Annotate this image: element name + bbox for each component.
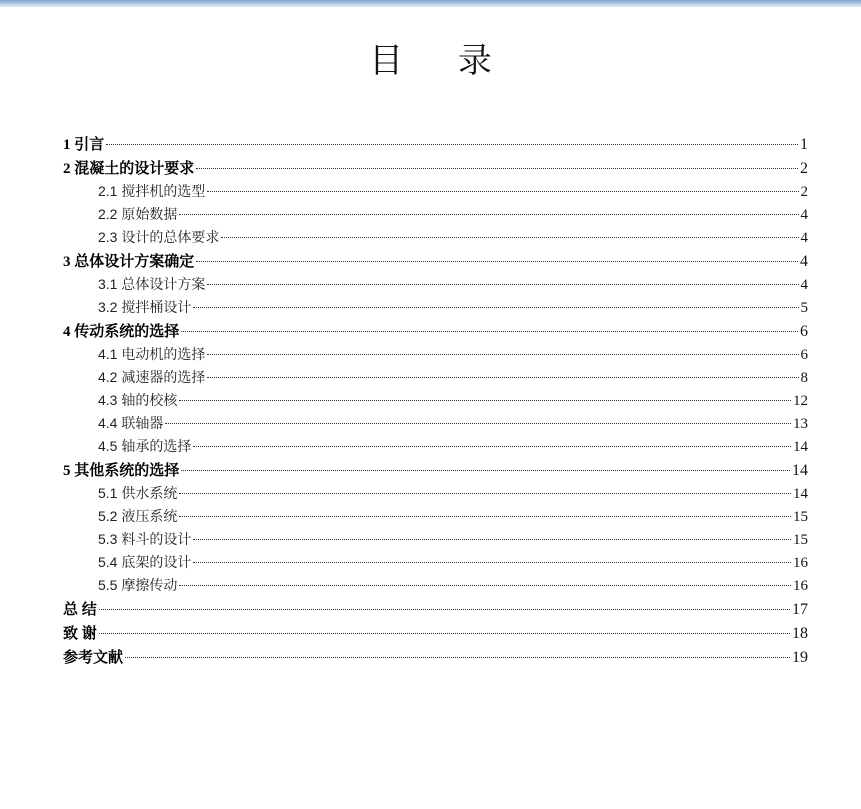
toc-page-number: 14 xyxy=(792,462,808,479)
toc-dot-leader xyxy=(181,470,790,471)
toc-entry-label: 4 传动系统的选择 xyxy=(63,324,180,340)
toc-entry-label: 2 混凝土的设计要求 xyxy=(63,161,195,177)
toc-entry-chapter[interactable] xyxy=(63,250,808,274)
toc-entry-section[interactable] xyxy=(63,390,808,413)
toc-entry-label: 5.1 供水系统 xyxy=(98,485,178,501)
toc-page-number: 2 xyxy=(800,184,808,200)
toc-entry-label: 3.1 总体设计方案 xyxy=(98,276,206,292)
toc-entry-chapter[interactable] xyxy=(63,133,808,157)
toc-dot-leader xyxy=(179,585,791,586)
toc-entry-chapter[interactable] xyxy=(63,157,808,181)
toc-page-number: 15 xyxy=(793,509,808,525)
toc-page-number: 14 xyxy=(793,439,808,455)
toc-dot-leader xyxy=(99,633,790,634)
toc-page-number: 8 xyxy=(800,370,808,386)
toc-entry-chapter[interactable] xyxy=(63,459,808,483)
toc-page-number: 6 xyxy=(800,347,808,363)
toc-dot-leader xyxy=(207,191,798,192)
toc-entry-label: 4.3 轴的校核 xyxy=(98,392,178,408)
window-top-bar xyxy=(0,0,861,7)
toc-entry-label: 2.3 设计的总体要求 xyxy=(98,229,220,245)
toc-dot-leader xyxy=(196,168,798,169)
toc-page-number: 19 xyxy=(792,649,808,666)
toc-entry-label: 致 谢 xyxy=(63,626,97,642)
toc-dot-leader xyxy=(193,539,791,540)
toc-dot-leader xyxy=(193,562,791,563)
toc-page-number: 17 xyxy=(792,601,808,618)
toc-page-number: 2 xyxy=(800,160,808,177)
toc-dot-leader xyxy=(193,446,791,447)
toc-page-number: 16 xyxy=(793,578,808,594)
toc-page-number: 18 xyxy=(792,625,808,642)
toc-page-number: 4 xyxy=(800,277,808,293)
toc-dot-leader xyxy=(181,331,798,332)
toc-entry-chapter[interactable] xyxy=(63,320,808,344)
toc-entry-label: 4.4 联轴器 xyxy=(98,415,164,431)
toc-entry-section[interactable] xyxy=(63,181,808,204)
toc-entry-section[interactable] xyxy=(63,552,808,575)
toc-entry-section[interactable] xyxy=(63,483,808,506)
toc-dot-leader xyxy=(207,354,798,355)
table-of-contents xyxy=(63,133,808,670)
toc-dot-leader xyxy=(179,493,791,494)
toc-entry-label: 1 引言 xyxy=(63,137,105,153)
toc-page-number: 5 xyxy=(800,300,808,316)
toc-entry-section[interactable] xyxy=(63,344,808,367)
toc-entry-label: 3.2 搅拌桶设计 xyxy=(98,299,192,315)
toc-dot-leader xyxy=(221,237,798,238)
toc-entry-label: 3 总体设计方案确定 xyxy=(63,254,195,270)
toc-entry-section[interactable] xyxy=(63,506,808,529)
toc-dot-leader xyxy=(99,609,790,610)
toc-dot-leader xyxy=(207,284,798,285)
document-page xyxy=(0,7,861,809)
toc-dot-leader xyxy=(179,400,791,401)
toc-entry-label: 4.1 电动机的选择 xyxy=(98,346,206,362)
toc-entry-section[interactable] xyxy=(63,297,808,320)
toc-dot-leader xyxy=(196,261,798,262)
toc-entry-label: 5.3 料斗的设计 xyxy=(98,531,192,547)
toc-page-number: 4 xyxy=(800,207,808,223)
toc-entry-section[interactable] xyxy=(63,529,808,552)
toc-entry-label: 参考文献 xyxy=(63,650,124,666)
toc-entry-label: 5 其他系统的选择 xyxy=(63,463,180,479)
toc-entry-section[interactable] xyxy=(63,367,808,390)
toc-dot-leader xyxy=(179,516,791,517)
toc-entry-label: 2.2 原始数据 xyxy=(98,206,178,222)
toc-page-number: 6 xyxy=(800,323,808,340)
toc-dot-leader xyxy=(207,377,798,378)
toc-dot-leader xyxy=(125,657,790,658)
toc-entry-chapter[interactable] xyxy=(63,622,808,646)
toc-entry-section[interactable] xyxy=(63,436,808,459)
toc-page-number: 4 xyxy=(800,253,808,270)
toc-dot-leader xyxy=(106,144,798,145)
toc-entry-label: 总 结 xyxy=(63,602,97,618)
toc-entry-section[interactable] xyxy=(63,413,808,436)
toc-entry-label: 2.1 搅拌机的选型 xyxy=(98,183,206,199)
toc-dot-leader xyxy=(179,214,798,215)
toc-entry-section[interactable] xyxy=(63,575,808,598)
toc-entry-section[interactable] xyxy=(63,274,808,297)
toc-entry-label: 5.5 摩擦传动 xyxy=(98,577,178,593)
toc-page-number: 14 xyxy=(793,486,808,502)
toc-page-number: 4 xyxy=(800,230,808,246)
toc-page-number: 16 xyxy=(793,555,808,571)
toc-page-number: 15 xyxy=(793,532,808,548)
page-title: 目 录 xyxy=(369,41,514,81)
toc-entry-label: 4.5 轴承的选择 xyxy=(98,438,192,454)
toc-entry-chapter[interactable] xyxy=(63,646,808,670)
toc-entry-label: 4.2 减速器的选择 xyxy=(98,369,206,385)
toc-entry-chapter[interactable] xyxy=(63,598,808,622)
toc-entry-section[interactable] xyxy=(63,227,808,250)
toc-dot-leader xyxy=(165,423,791,424)
toc-page-number: 12 xyxy=(793,393,808,409)
toc-dot-leader xyxy=(193,307,798,308)
toc-page-number: 1 xyxy=(800,136,808,153)
toc-entry-label: 5.4 底架的设计 xyxy=(98,554,192,570)
toc-entry-section[interactable] xyxy=(63,204,808,227)
toc-entry-label: 5.2 液压系统 xyxy=(98,508,178,524)
toc-page-number: 13 xyxy=(793,416,808,432)
